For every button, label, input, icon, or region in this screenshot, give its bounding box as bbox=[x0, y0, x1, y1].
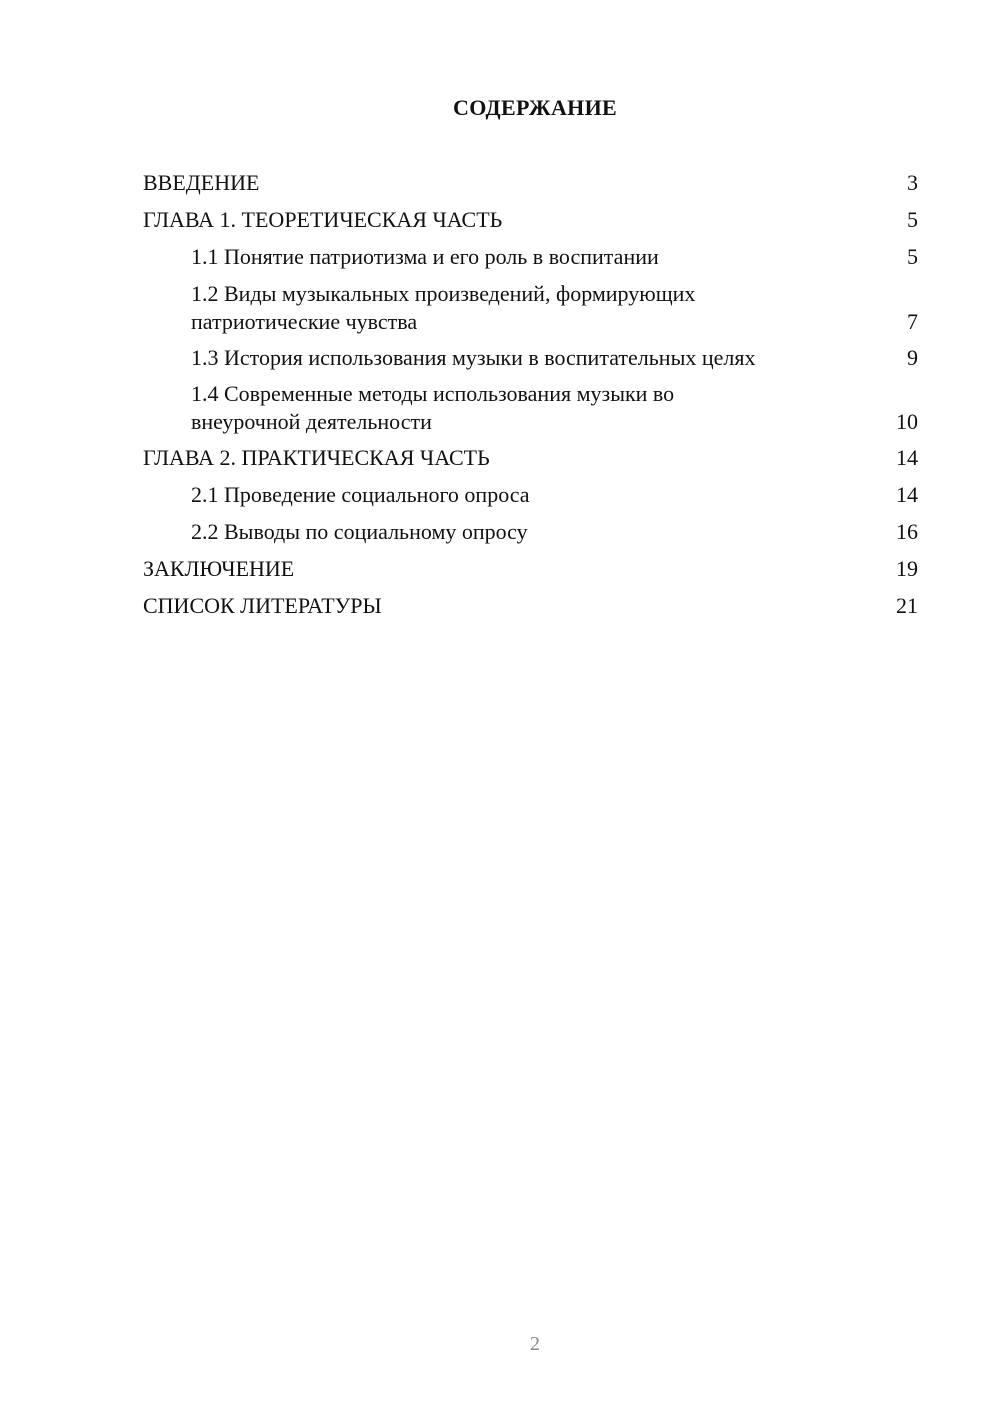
toc-entry-text: 1.2 Виды музыкальных произведений, формирующих патриотические чувства bbox=[191, 281, 696, 334]
toc-entry[interactable] bbox=[143, 344, 918, 372]
toc-entry[interactable] bbox=[143, 280, 918, 336]
toc-entry-text: ГЛАВА 1. ТЕОРЕТИЧЕСКАЯ ЧАСТЬ bbox=[143, 207, 503, 232]
toc-entry[interactable] bbox=[143, 206, 918, 234]
toc-entry-page: 5 bbox=[907, 244, 918, 269]
toc-entry[interactable] bbox=[143, 555, 918, 583]
toc-entry[interactable] bbox=[143, 380, 918, 436]
toc-entry-text: 1.1 Понятие патриотизма и его роль в воспитании bbox=[191, 244, 659, 269]
toc-entry[interactable] bbox=[143, 481, 918, 509]
table-of-contents bbox=[143, 169, 918, 629]
page-number: 2 bbox=[530, 1333, 540, 1355]
toc-entry-text: 1.3 История использования музыки в воспитательных целях bbox=[191, 345, 756, 370]
toc-entry-page: 3 bbox=[907, 170, 918, 195]
toc-entry-page: 5 bbox=[907, 207, 918, 232]
toc-entry-text: 2.2 Выводы по социальному опросу bbox=[191, 519, 528, 544]
toc-entry-text: 1.4 Современные методы использования музыки во внеурочной деятельности bbox=[191, 381, 675, 434]
toc-entry-page: 16 bbox=[896, 519, 918, 544]
toc-entry-text: ВВЕДЕНИЕ bbox=[143, 170, 260, 195]
toc-entry[interactable] bbox=[143, 243, 918, 271]
toc-entry-text: ЗАКЛЮЧЕНИЕ bbox=[143, 556, 295, 581]
toc-entry-page: 9 bbox=[907, 345, 918, 370]
toc-entry[interactable] bbox=[143, 592, 918, 620]
toc-entry[interactable] bbox=[143, 169, 918, 197]
toc-entry-page: 21 bbox=[896, 593, 918, 618]
toc-entry-text: 2.1 Проведение социального опроса bbox=[191, 482, 530, 507]
toc-entry-text: ГЛАВА 2. ПРАКТИЧЕСКАЯ ЧАСТЬ bbox=[143, 445, 490, 470]
toc-entry-page: 14 bbox=[896, 445, 918, 470]
toc-title: СОДЕРЖАНИЕ bbox=[453, 95, 617, 120]
toc-entry-page: 7 bbox=[907, 309, 918, 334]
toc-entry-page: 10 bbox=[896, 409, 918, 434]
toc-entry-page: 14 bbox=[896, 482, 918, 507]
toc-entry[interactable] bbox=[143, 518, 918, 546]
toc-entry-text: СПИСОК ЛИТЕРАТУРЫ bbox=[143, 593, 382, 618]
toc-entry[interactable] bbox=[143, 444, 918, 472]
toc-entry-page: 19 bbox=[896, 556, 918, 581]
